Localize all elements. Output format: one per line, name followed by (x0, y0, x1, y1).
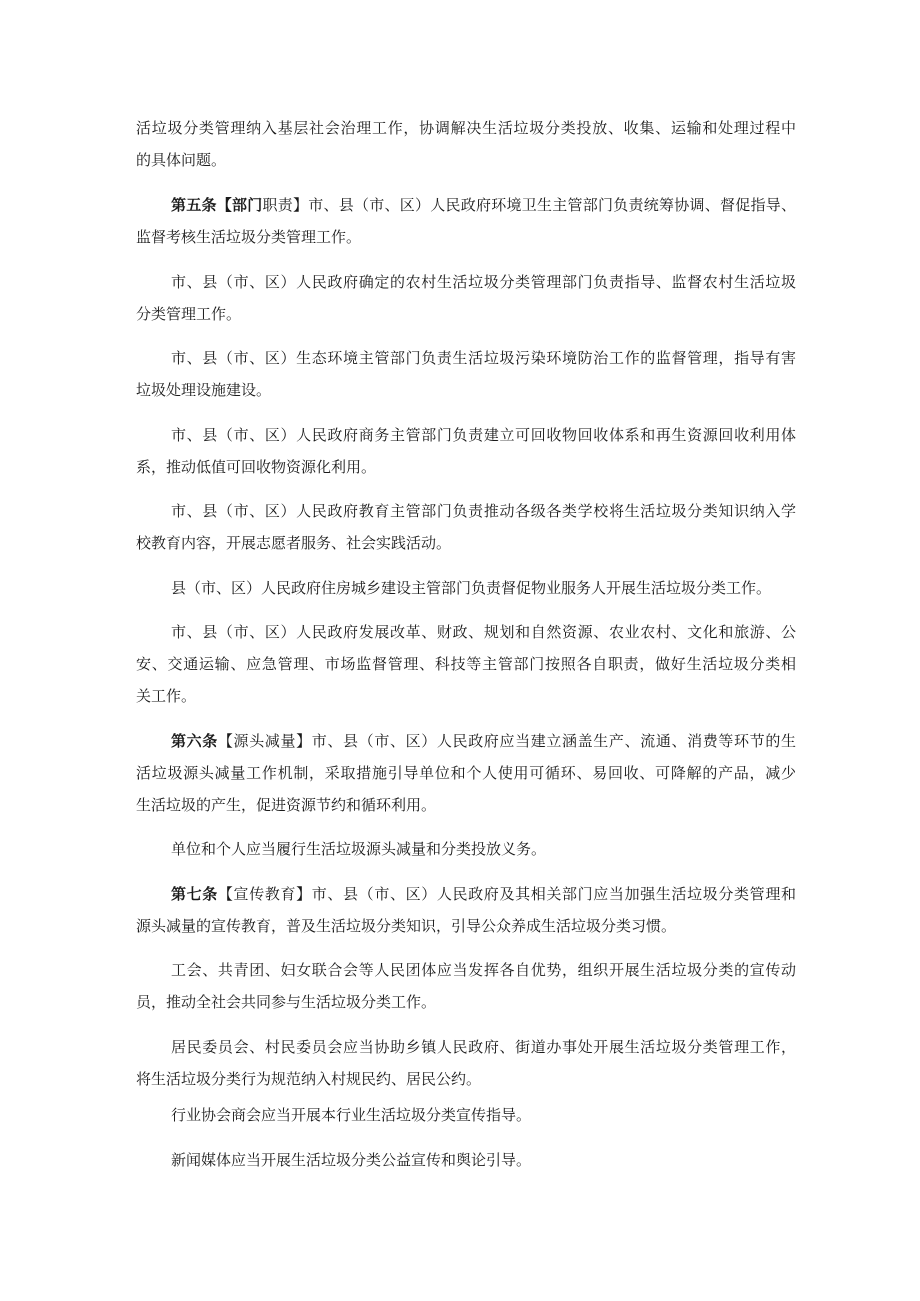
article-tag: 【部门 (216, 196, 263, 214)
text-line: 将生活垃圾分类行为规范纳入村规民约、居民公约。 (136, 1070, 482, 1088)
article-tag-rest: 职责】 (262, 196, 309, 214)
article-number: 第六条 (171, 732, 218, 750)
text-line: 分类管理工作。 (136, 305, 242, 323)
article-heading-line (171, 885, 796, 903)
text-line: 市、县（市、区）人民政府发展改革、财政、规划和自然资源、农业农村、文化和旅游、公 (171, 623, 796, 641)
text-line: 关工作。 (136, 687, 197, 705)
text-line: 安、交通运输、应急管理、市场监督管理、科技等主管部门按照各自职责，做好生活垃圾分类相 (136, 655, 796, 673)
text-line: 行业协会商会应当开展本行业生活垃圾分类宣传指导。 (171, 1106, 532, 1124)
text-line: 市、县（市、区）人民政府确定的农村生活垃圾分类管理部门负责指导、监督农村生活垃圾 (171, 273, 796, 291)
text-line: 活垃圾源头减量工作机制，采取措施引导单位和个人使用可循环、易回收、可降解的产品，减少 (136, 764, 796, 782)
article-tag: 【宣传教育】 (217, 885, 312, 903)
article-text: 市、县（市、区）人民政府环境卫生主管部门负责统筹协调、督促指导、 (308, 196, 796, 214)
text-line: 的具体问题。 (136, 151, 227, 169)
text-line: 市、县（市、区）生态环境主管部门负责生活垃圾污染环境防治工作的监督管理，指导有害 (171, 349, 796, 367)
text-line: 新闻媒体应当开展生活垃圾分类公益宣传和舆论引导。 (171, 1151, 532, 1169)
article-text: 市、县（市、区）人民政府应当建立涵盖生产、流通、消费等环节的生 (311, 732, 796, 750)
text-line: 县（市、区）人民政府住房城乡建设主管部门负责督促物业服务人开展生活垃圾分类工作。 (171, 579, 772, 597)
article-heading-line (171, 732, 796, 750)
text-line: 系，推动低值可回收物资源化利用。 (136, 458, 377, 476)
text-line: 校教育内容，开展志愿者服务、社会实践活动。 (136, 534, 452, 552)
text-line: 单位和个人应当履行生活垃圾源头减量和分类投放义务。 (171, 840, 547, 858)
article-number: 第五条 (171, 196, 217, 214)
text-line: 源头减量的宣传教育，普及生活垃圾分类知识，引导公众养成生活垃圾分类习惯。 (136, 917, 677, 935)
text-line: 员，推动全社会共同参与生活垃圾分类工作。 (136, 993, 437, 1011)
article-number: 第七条 (171, 885, 218, 903)
text-line: 市、县（市、区）人民政府教育主管部门负责推动各级各类学校将生活垃圾分类知识纳入学 (171, 502, 796, 520)
text-line: 工会、共青团、妇女联合会等人民团体应当发挥各自优势，组织开展生活垃圾分类的宣传动 (171, 961, 796, 979)
text-line: 居民委员会、村民委员会应当协助乡镇人民政府、街道办事处开展生活垃圾分类管理工作， (171, 1038, 796, 1056)
article-heading-line (171, 196, 796, 214)
article-tag: 【源头减量】 (217, 732, 312, 750)
article-text: 市、县（市、区）人民政府及其相关部门应当加强生活垃圾分类管理和 (311, 885, 796, 903)
text-line: 生活垃圾的产生，促进资源节约和循环利用。 (136, 796, 437, 814)
text-line: 监督考核生活垃圾分类管理工作。 (136, 228, 362, 246)
text-line: 垃圾处理设施建设。 (136, 381, 272, 399)
text-line: 活垃圾分类管理纳入基层社会治理工作，协调解决生活垃圾分类投放、收集、运输和处理过程中 (136, 119, 796, 137)
text-line: 市、县（市、区）人民政府商务主管部门负责建立可回收物回收体系和再生资源回收利用体 (171, 426, 796, 444)
